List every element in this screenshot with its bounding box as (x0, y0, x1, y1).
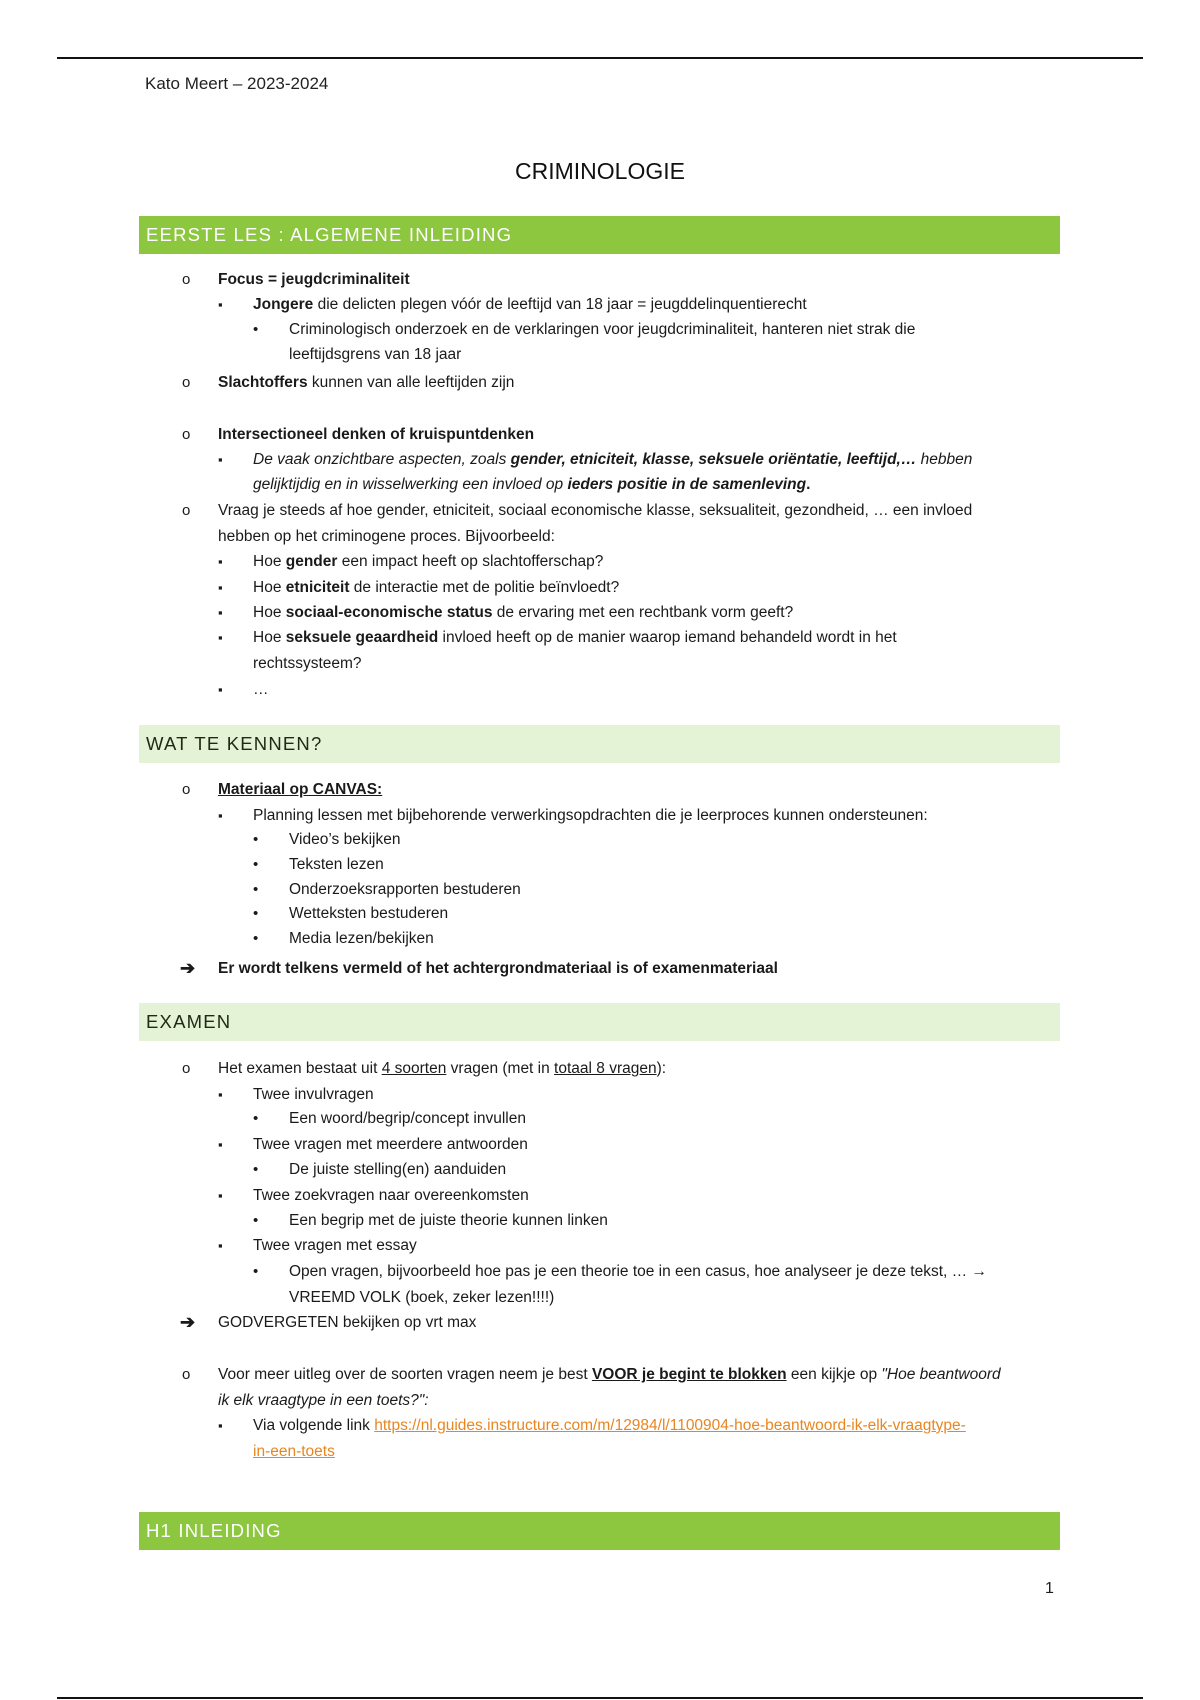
section-heading-algemene-inleiding: EERSTE LES : ALGEMENE INLEIDING (139, 216, 1060, 254)
onderzoek-line-2: leeftijdsgrens van 18 jaar (289, 346, 462, 363)
bullet-dot-marker: • (253, 856, 259, 873)
section-heading-wat-te-kennen: WAT TE KENNEN? (139, 725, 1060, 763)
jongere-bold: Jongere (253, 296, 314, 313)
onzichtbare-bold: gender, etniciteit, klasse, seksuele oriëntatie, leeftijd,… (510, 451, 917, 468)
vraagtype-essay: Twee vragen met essay (253, 1237, 417, 1254)
question-geaardheid (253, 625, 897, 650)
guide-link-cont[interactable]: in-een-toets (253, 1443, 335, 1460)
meer-uitleg-line-1 (218, 1362, 1001, 1387)
question-geaardheid-cont: rechtssysteem? (253, 655, 362, 672)
question-ellipsis: … (253, 681, 269, 698)
slachtoffers-text: kunnen van alle leeftijden zijn (307, 374, 515, 391)
bullet-square-marker: ▪ (218, 1238, 223, 1253)
examen-intro (218, 1056, 666, 1081)
examen-text: vragen (met in (446, 1060, 555, 1077)
onderzoek-line-1: Criminologisch onderzoek en de verklaringen voor jeugdcriminaliteit, hanteren niet strak die (289, 321, 916, 338)
arrow-icon: ➔ (180, 1312, 196, 1332)
vraag-line-2: hebben op het criminogene proces. Bijvoorbeeld: (218, 528, 555, 545)
bullet-square-marker: ▪ (218, 808, 223, 823)
q-rest: invloed heeft op de manier waarop iemand behandeld wordt in het (438, 629, 897, 646)
bullet-square-marker: ▪ (218, 554, 223, 569)
question-etniciteit (253, 575, 619, 600)
q-keyword: seksuele geaardheid (285, 629, 439, 646)
canvas-line (218, 777, 382, 802)
meer-text: Voor meer uitleg over de soorten vragen neem je best (218, 1366, 592, 1383)
section-heading-h1-inleiding: H1 INLEIDING (139, 1512, 1060, 1550)
bullet-dot-marker: • (253, 905, 259, 922)
onzichtbare-line-1 (253, 447, 972, 472)
bullet-dot-marker: • (253, 930, 259, 947)
bullet-dot-marker: • (253, 321, 259, 338)
via-link-line-2 (253, 1439, 335, 1464)
q-rest: een impact heeft op slachtofferschap? (337, 553, 604, 570)
bullet-square-marker: ▪ (218, 605, 223, 620)
bullet-square-marker: ▪ (218, 682, 223, 697)
godvergeten-note: GODVERGETEN bekijken op vrt max (218, 1314, 477, 1331)
gelijktijdig-italic: gelijktijdig en in wisselwerking een invloed op (253, 476, 568, 493)
footer-rule (57, 1697, 1143, 1699)
bullet-dot-marker: • (253, 1161, 259, 1178)
onzichtbare-italic: De vaak onzichtbare aspecten, zoals (253, 451, 511, 468)
vraagtype-invul-detail: Een woord/begrip/concept invullen (289, 1110, 526, 1127)
materiaal-note (218, 956, 778, 981)
vraagtype-essay-detail-2: VREEMD VOLK (boek, zeker lezen!!!!) (289, 1289, 555, 1306)
bullet-circle-marker: o (182, 426, 191, 443)
q-keyword: sociaal-economische status (285, 604, 493, 621)
q-prefix: Hoe (253, 604, 286, 621)
focus-line (218, 267, 410, 292)
bullet-square-marker: ▪ (218, 1418, 223, 1433)
q-keyword: etniciteit (285, 579, 350, 596)
section-heading-examen: EXAMEN (139, 1003, 1060, 1041)
bullet-circle-marker: o (182, 502, 191, 519)
document-header: Kato Meert – 2023-2024 (145, 74, 329, 93)
planning-line: Planning lessen met bijbehorende verwerkingsopdrachten die je leerproces kunnen ondersteunen: (253, 807, 928, 824)
positie-bold: ieders positie in de samenleving (567, 476, 807, 493)
slachtoffers-line (218, 370, 514, 395)
vraagtype-zoek-detail: Een begrip met de juiste theorie kunnen linken (289, 1212, 608, 1229)
bullet-circle-marker: o (182, 1060, 191, 1077)
q-rest: de interactie met de politie beïnvloedt? (349, 579, 620, 596)
vraagtype-meerkeuze-detail: De juiste stelling(en) aanduiden (289, 1161, 507, 1178)
positie-period: . (806, 476, 811, 493)
examen-text: Het examen bestaat uit (218, 1060, 382, 1077)
list-item: Wetteksten bestuderen (289, 905, 449, 922)
via-text: Via volgende link (253, 1417, 375, 1434)
bullet-square-marker: ▪ (218, 452, 223, 467)
onzichtbare-italic-end: hebben (916, 451, 973, 468)
q-prefix: Hoe (253, 579, 286, 596)
meer-text: een kijkje op (786, 1366, 882, 1383)
slachtoffers-bold: Slachtoffers (218, 374, 308, 391)
examen-text: ): (656, 1060, 667, 1077)
page-number: 1 (1045, 1580, 1054, 1597)
bullet-dot-marker: • (253, 831, 259, 848)
bullet-circle-marker: o (182, 781, 191, 798)
vraagtype-invul: Twee invulvragen (253, 1086, 374, 1103)
examen-totaal: totaal 8 vragen (554, 1060, 657, 1077)
vraagtype-meerkeuze: Twee vragen met meerdere antwoorden (253, 1136, 528, 1153)
vraagtype-essay-detail-1: Open vragen, bijvoorbeeld hoe pas je een theorie toe in een casus, hoe analyseer je deze tekst, … → (289, 1263, 987, 1280)
vraag-line-1: Vraag je steeds af hoe gender, etniciteit, sociaal economische klasse, seksualiteit, gezondheid, … een invloed (218, 502, 973, 519)
vraagtype-zoek: Twee zoekvragen naar overeenkomsten (253, 1187, 529, 1204)
via-link-line (253, 1413, 966, 1438)
bullet-dot-marker: • (253, 1263, 259, 1280)
examen-soorten: 4 soorten (381, 1060, 447, 1077)
bullet-dot-marker: • (253, 1212, 259, 1229)
jongere-line (253, 292, 807, 317)
bullet-square-marker: ▪ (218, 630, 223, 645)
header-rule (57, 57, 1143, 59)
list-item: Teksten lezen (289, 856, 384, 873)
list-item: Video’s bekijken (289, 831, 401, 848)
list-item: Onderzoeksrapporten bestuderen (289, 881, 521, 898)
intersectioneel-line (218, 422, 534, 447)
bullet-square-marker: ▪ (218, 1137, 223, 1152)
onzichtbare-line-2 (253, 472, 810, 497)
q-keyword: gender (285, 553, 338, 570)
bullet-square-marker: ▪ (218, 1087, 223, 1102)
focus-text: Focus = jeugdcriminaliteit (218, 271, 410, 288)
list-item: Media lezen/bekijken (289, 930, 434, 947)
bullet-square-marker: ▪ (218, 297, 223, 312)
meer-quote: "Hoe beantwoord (881, 1366, 1001, 1383)
bullet-square-marker: ▪ (218, 580, 223, 595)
bullet-square-marker: ▪ (218, 1188, 223, 1203)
q-rest: de ervaring met een rechtbank vorm geeft? (492, 604, 794, 621)
q-prefix: Hoe (253, 629, 286, 646)
guide-link[interactable]: https://nl.guides.instructure.com/m/12984/l/1100904-hoe-beantwoord-ik-elk-vraagtype- (374, 1417, 966, 1434)
meer-quote-cont: ik elk vraagtype in een toets?": (218, 1392, 429, 1409)
question-status (253, 600, 793, 625)
arrow-icon: ➔ (180, 958, 196, 978)
document-title: CRIMINOLOGIE (515, 158, 685, 184)
intersectioneel-bold: Intersectioneel denken of kruispuntdenken (218, 426, 535, 443)
materiaal-note-text: Er wordt telkens vermeld of het achtergrondmateriaal is of examenmateriaal (218, 960, 778, 977)
jongere-text: die delicten plegen vóór de leeftijd van 18 jaar = jeugddelinquentierecht (313, 296, 807, 313)
bullet-circle-marker: o (182, 374, 191, 391)
meer-blokken: VOOR je begint te blokken (591, 1366, 787, 1383)
meer-uitleg-line-2 (218, 1388, 429, 1413)
bullet-circle-marker: o (182, 271, 191, 288)
question-gender (253, 549, 603, 574)
bullet-dot-marker: • (253, 881, 259, 898)
q-prefix: Hoe (253, 553, 286, 570)
bullet-dot-marker: • (253, 1110, 259, 1127)
canvas-heading: Materiaal op CANVAS: (218, 781, 383, 798)
bullet-circle-marker: o (182, 1366, 191, 1383)
